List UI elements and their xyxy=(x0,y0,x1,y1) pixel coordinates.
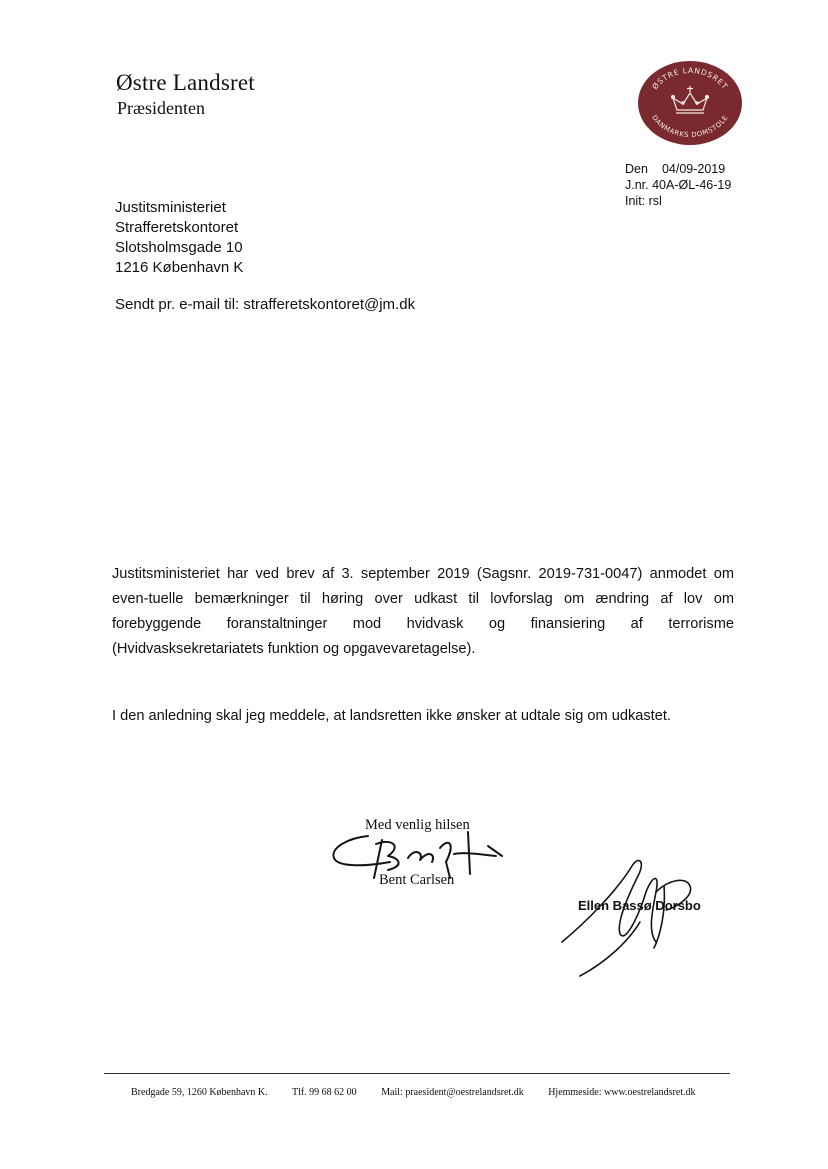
seal-text-top: ØSTRE LANDSRET xyxy=(650,65,730,92)
letter-date xyxy=(625,161,725,177)
closing-greeting: Med venlig hilsen xyxy=(365,817,470,833)
footer-website: Hjemmeside: www.oestrelandsret.dk xyxy=(548,1087,696,1098)
recipient-line: 1216 København K xyxy=(115,259,244,276)
footer xyxy=(131,1087,718,1098)
recipient-line: Strafferetskontoret xyxy=(115,219,239,236)
journal-number: J.nr. 40A-ØL-46-19 xyxy=(625,178,732,192)
sent-by-email-line: Sendt pr. e-mail til: strafferetskontoret@jm.dk xyxy=(115,296,416,313)
footer-divider xyxy=(104,1073,730,1074)
footer-address: Bredgade 59, 1260 København K. xyxy=(131,1087,268,1098)
seal-text-bottom: DANMARKS DOMSTOLE xyxy=(650,113,730,140)
body-paragraph: Justitsministeriet har ved brev af 3. september 2019 (Sagsnr. 2019-731-0047) anmodet om even-tuelle bemærkninger til høring over udkast til lovforslag om ændring af lov om forebyggende foranstaltninger mod hvidvask og finansiering af terrorisme (Hvidvasksekretariatets funktion og opgavevaretagelse). xyxy=(112,566,734,657)
handwritten-signature xyxy=(328,818,508,890)
recipient-address xyxy=(115,198,243,278)
footer-mail: Mail: praesident@oestrelandsret.dk xyxy=(381,1087,524,1098)
footer-phone: Tlf. 99 68 62 00 xyxy=(291,1087,357,1098)
initials: Init: rsl xyxy=(625,194,662,208)
signatory-name: Bent Carlsen xyxy=(379,872,455,888)
date-label: Den xyxy=(625,162,648,176)
court-subtitle: Præsidenten xyxy=(117,98,205,118)
court-seal xyxy=(637,60,743,146)
recipient-line: Justitsministeriet xyxy=(115,199,226,216)
signatory-name: Ellen Bassø Dorsbo xyxy=(578,898,701,913)
body-paragraph: I den anledning skal jeg meddele, at landsretten ikke ønsker at udtale sig om udkastet. xyxy=(112,708,671,724)
court-name: Østre Landsret xyxy=(116,70,255,95)
handwritten-signature xyxy=(556,852,706,982)
recipient-line: Slotsholmsgade 10 xyxy=(115,239,243,256)
date-value: 04/09-2019 xyxy=(661,162,726,176)
